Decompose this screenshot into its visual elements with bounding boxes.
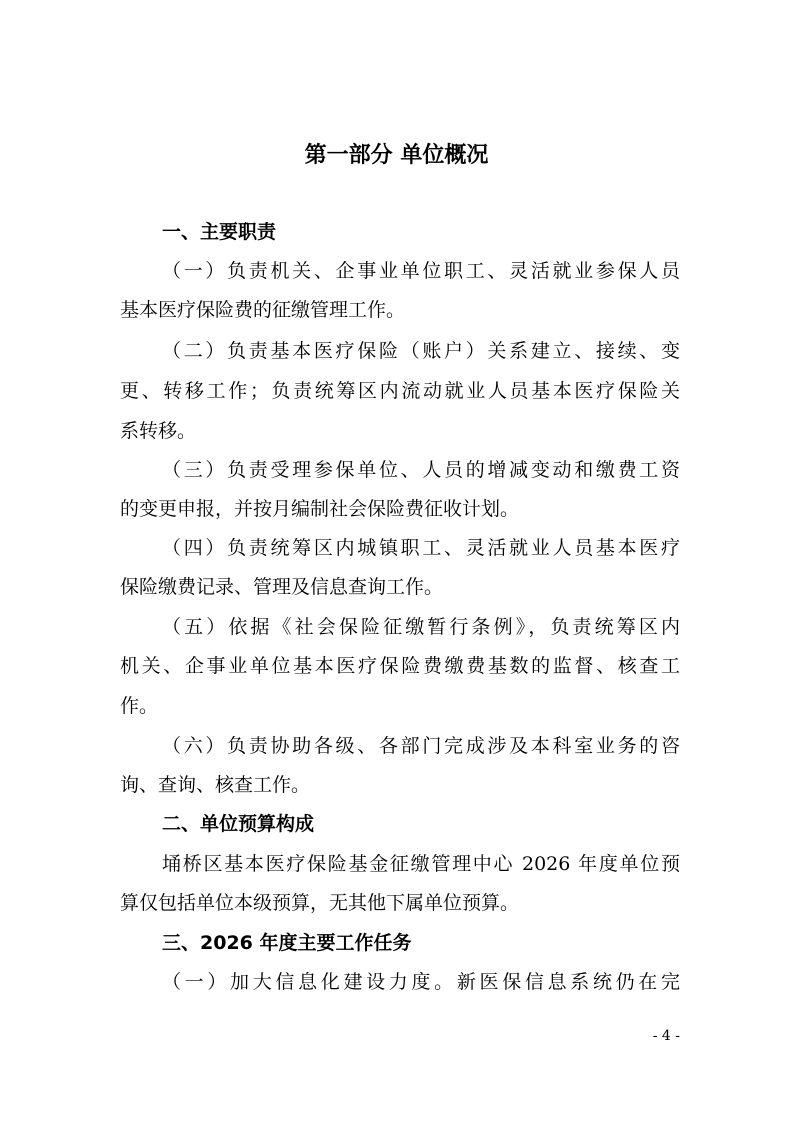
section-heading-main-tasks: 三、2026 年度主要工作任务 bbox=[162, 932, 412, 954]
body-line: 基本医疗保险费的征缴管理工作。 bbox=[120, 299, 406, 321]
body-line: 算仅包括单位本级预算，无其他下属单位预算。 bbox=[120, 892, 520, 914]
body-line: （一）负责机关、企事业单位职工、灵活就业参保人员 bbox=[162, 260, 680, 282]
body-line: 埇桥区基本医疗保险基金征缴管理中心 2026 年度单位预 bbox=[162, 853, 680, 875]
section-heading-budget-composition: 二、单位预算构成 bbox=[162, 813, 315, 835]
body-line: 的变更申报，并按月编制社会保险费征收计划。 bbox=[120, 498, 520, 520]
body-line: （三）负责受理参保单位、人员的增减变动和缴费工资 bbox=[162, 459, 680, 481]
page-number: - 4 - bbox=[652, 1028, 680, 1044]
body-line: 机关、企事业单位基本医疗保险费缴费基数的监督、核查工 bbox=[120, 655, 680, 677]
body-line: 更、转移工作；负责统筹区内流动就业人员基本医疗保险关 bbox=[120, 380, 680, 402]
body-line: 保险缴费记录、管理及信息查询工作。 bbox=[120, 576, 444, 598]
page-title: 第一部分 单位概况 bbox=[304, 143, 489, 168]
body-line: （五）依据《社会保险征缴暂行条例》，负责统筹区内 bbox=[162, 616, 680, 638]
body-line: （四）负责统筹区内城镇职工、灵活就业人员基本医疗 bbox=[162, 537, 680, 559]
body-line: （六）负责协助各级、各部门完成涉及本科室业务的咨 bbox=[162, 735, 680, 757]
body-line: 询、查询、核查工作。 bbox=[120, 774, 311, 796]
body-line: 作。 bbox=[120, 695, 159, 717]
section-heading-duties: 一、主要职责 bbox=[162, 221, 277, 243]
body-line: 系转移。 bbox=[120, 420, 197, 442]
body-line: （一）加大信息化建设力度。新医保信息系统仍在完 bbox=[162, 971, 680, 993]
body-line: （二）负责基本医疗保险（账户）关系建立、接续、变 bbox=[162, 340, 680, 362]
